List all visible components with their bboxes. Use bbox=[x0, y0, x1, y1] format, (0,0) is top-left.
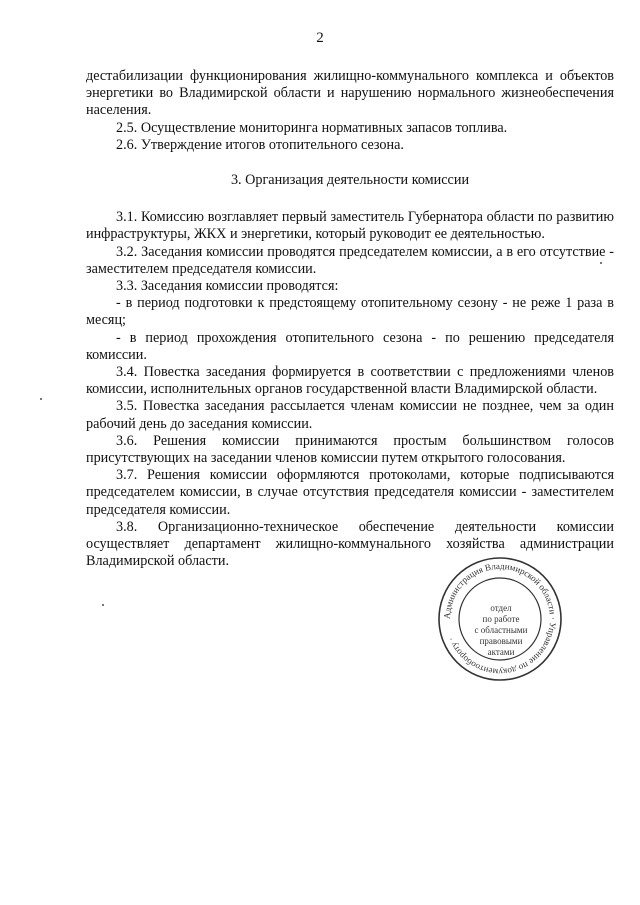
paragraph-3-3: 3.3. Заседания комиссии проводятся: bbox=[116, 278, 339, 295]
paragraph-3-4: 3.4. Повестка заседания формируется в соответствии с предложениями членов комиссии, исполнительных органов государственной власти Владимирской области. bbox=[86, 364, 614, 398]
paragraph-3-6: 3.6. Решения комиссии принимаются простым большинством голосов присутствующих на заседании членов комиссии путем открытого голосования. bbox=[86, 432, 614, 467]
paragraph-2-6: 2.6. Утверждение итогов отопительного сезона. bbox=[116, 136, 404, 153]
scan-speck bbox=[600, 262, 602, 264]
stamp-line: правовыми bbox=[479, 636, 523, 646]
list-item-heating-season: - в период прохождения отопительного сезона - по решению председателя комиссии. bbox=[86, 329, 614, 363]
paragraph-3-2: 3.2. Заседания комиссии проводятся председателем комиссии, а в его отсутствие - заместителем председателя комиссии. bbox=[86, 243, 614, 277]
paragraph-3-7: 3.7. Решения комиссии оформляются протоколами, которые подписываются председателем комиссии, в случае отсутствия председателя комиссии - заместителем председателя комиссии. bbox=[86, 467, 614, 518]
stamp-center-text bbox=[466, 603, 536, 658]
stamp-line: актами bbox=[487, 647, 515, 657]
scan-speck bbox=[40, 398, 42, 400]
document-body bbox=[86, 68, 614, 570]
paragraph-3-5: 3.5. Повестка заседания рассылается членам комиссии не позднее, чем за один рабочий день до заседания комиссии. bbox=[86, 398, 614, 432]
paragraph-3-1: 3.1. Комиссию возглавляет первый заместитель Губернатора области по развитию инфраструктуры, ЖКХ и энергетики, который руководит ее деятельностью. bbox=[86, 209, 614, 243]
page-number: 2 bbox=[316, 30, 324, 46]
stamp-ring-text: Администрация Владимирской области · Управление по документообороту · bbox=[441, 560, 559, 678]
stamp-line: по работе bbox=[482, 614, 520, 624]
paragraph-3-8: 3.8. Организационно-техническое обеспечение деятельности комиссии осуществляет департамент жилищно-коммунального хозяйства администрации Владимирской области. bbox=[86, 518, 614, 570]
list-item-preparation: - в период подготовки к предстоящему отопительному сезону - не реже 1 раза в месяц; bbox=[86, 295, 614, 329]
section-title: 3. Организация деятельности комиссии bbox=[230, 172, 470, 189]
paragraph-continuation: дестабилизации функционирования жилищно-коммунального комплекса и объектов энергетики во Владимирской области и нарушению нормального жизнеобеспечения населения. bbox=[86, 68, 614, 119]
stamp-line: отдел bbox=[490, 603, 512, 613]
scan-speck bbox=[102, 604, 104, 606]
stamp-line: с областными bbox=[474, 625, 528, 635]
paragraph-2-5: 2.5. Осуществление мониторинга нормативных запасов топлива. bbox=[116, 119, 508, 136]
